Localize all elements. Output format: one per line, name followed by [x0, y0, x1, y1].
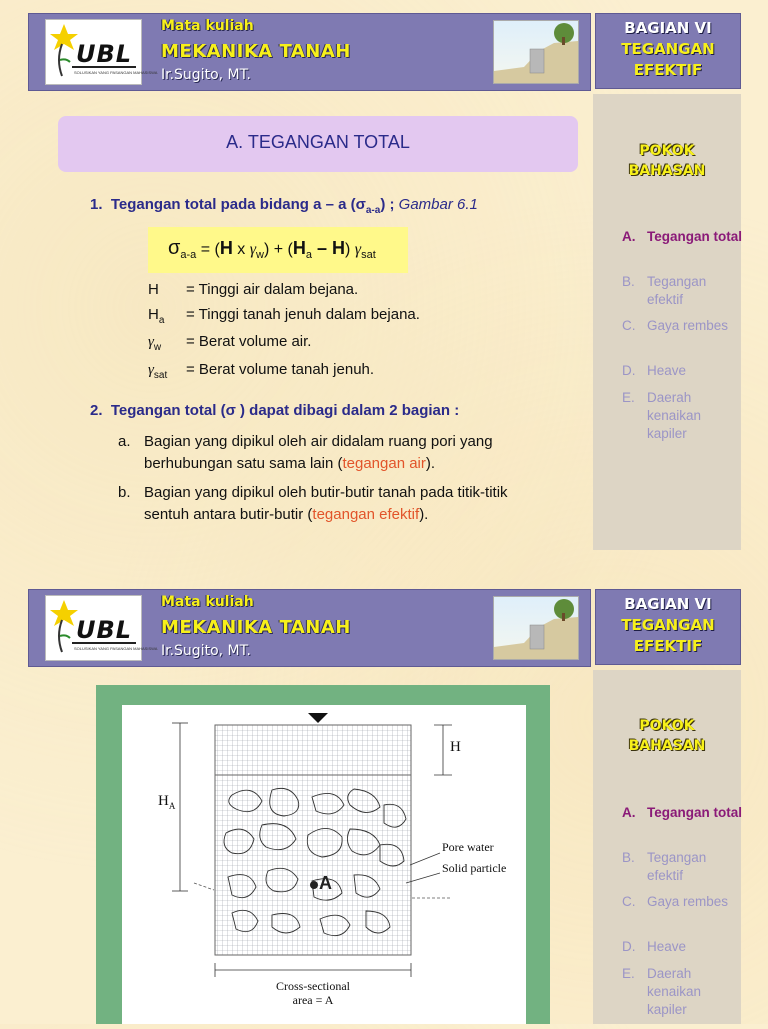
topic-item-gaya-rembes[interactable] — [622, 893, 752, 911]
section-title-box — [58, 116, 578, 172]
topic-letter: B. — [622, 850, 635, 865]
formula-sigma-sub: a-a — [180, 249, 197, 262]
formula-times: x — [232, 241, 250, 258]
topic-item-heave[interactable] — [622, 938, 752, 956]
part-box-1 — [595, 13, 741, 89]
definition-desc: = Berat volume air. — [186, 333, 312, 350]
topic-label: Heave — [647, 939, 687, 954]
definition-row — [148, 306, 420, 326]
point-A-marker — [310, 881, 318, 889]
formula-box — [148, 227, 408, 273]
definition-sub: a — [158, 315, 165, 326]
label-HA — [158, 793, 175, 811]
topic-label: Gaya rembes — [647, 318, 729, 333]
course-name: MEKANIKA TANAH — [161, 41, 351, 62]
sub-point-a-pre: berhubungan satu sama lain ( — [144, 455, 343, 472]
course-name: MEKANIKA TANAH — [161, 617, 351, 638]
sidebar-heading — [593, 141, 741, 181]
topic-label: Daerah kenaikan kapiler — [647, 966, 702, 1017]
topic-item-daerah-kenaikan-kapiler[interactable] — [622, 965, 752, 1019]
topic-letter: C. — [622, 894, 636, 909]
author-name: Ir.Sugito, MT. — [161, 67, 251, 83]
label-H: H — [450, 739, 461, 755]
topic-letter: A. — [622, 805, 636, 820]
formula-gamma-sat: γ — [354, 241, 362, 258]
slide1-header — [28, 13, 591, 91]
label-area-line2: area = A — [292, 993, 334, 1007]
formula-w-sub: w — [256, 249, 264, 262]
topic-item-gaya-rembes[interactable] — [622, 317, 752, 335]
highlight-tegangan-efektif: tegangan efektif — [312, 506, 420, 523]
point-1-subscript: a-a — [365, 205, 381, 216]
part-box-2 — [595, 589, 741, 665]
point-2-number: 2. — [90, 402, 103, 419]
sidebar-1 — [593, 94, 741, 550]
slide2-header — [28, 589, 591, 667]
definition-row — [148, 361, 374, 381]
topic-letter: E. — [622, 390, 635, 405]
sidebar-heading — [593, 716, 741, 756]
part-title-line1: TEGANGAN — [621, 616, 715, 634]
ubl-logo-tagline: SOLUSIKAN YANG PASANGAN MAHASISWA — [74, 70, 158, 75]
sub-point-a-letter: a. — [118, 433, 131, 450]
point-2-text: Tegangan total (σ ) dapat dibagi dalam 2 bagian : — [110, 402, 460, 419]
course-label: Mata kuliah — [161, 594, 254, 610]
formula-a-sub: a — [305, 249, 312, 262]
ubl-logo-tagline: SOLUSIKAN YANG PASANGAN MAHASISWA — [74, 646, 158, 651]
topic-item-heave[interactable] — [622, 362, 752, 380]
topic-label: Tegangan efektif — [647, 850, 707, 883]
formula-H: H — [219, 238, 233, 258]
label-HA-sub: A — [168, 801, 176, 811]
sub-point-a — [118, 431, 558, 475]
slope-illustration — [493, 20, 579, 84]
course-label: Mata kuliah — [161, 18, 254, 34]
label-pore-water: Pore water — [442, 840, 494, 854]
point-1-number: 1. — [90, 196, 103, 213]
formula-sigma: σ — [168, 237, 181, 259]
sub-point-a-line2 — [144, 453, 558, 475]
part-number: BAGIAN VI — [624, 595, 712, 613]
definition-symbol: H — [148, 281, 159, 298]
topic-label: Tegangan total — [647, 229, 743, 244]
topic-item-tegangan-efektif[interactable] — [622, 273, 752, 309]
sub-point-b-letter: b. — [118, 484, 131, 501]
author-name: Ir.Sugito, MT. — [161, 643, 251, 659]
sidebar-heading-line2: BAHASAN — [628, 163, 706, 179]
sub-point-b-post: ). — [419, 506, 429, 523]
highlight-tegangan-air: tegangan air — [342, 455, 426, 472]
sub-point-b-pre: sentuh antara butir-butir ( — [144, 506, 313, 523]
definition-row — [148, 281, 358, 298]
sub-point-a-post: ). — [425, 455, 436, 472]
sub-point-b — [118, 482, 568, 526]
part-title-line2: EFEKTIF — [633, 61, 703, 79]
topic-letter: C. — [622, 318, 636, 333]
point-2 — [90, 402, 459, 419]
landslide-icon — [494, 21, 578, 83]
point-1 — [90, 196, 478, 216]
figure-paper — [122, 705, 526, 1024]
part-number: BAGIAN VI — [624, 19, 712, 37]
ubl-logo — [45, 19, 158, 85]
sidebar-heading-line2: BAHASAN — [628, 738, 706, 754]
label-solid-particle: Solid particle — [442, 861, 507, 875]
label-point-A: A — [319, 873, 332, 893]
landslide-icon — [494, 597, 578, 659]
topic-letter: D. — [622, 363, 636, 378]
formula-H2: H — [332, 238, 345, 258]
sidebar-heading-line1: POKOK — [639, 718, 695, 734]
label-area-line1: Cross-sectional — [276, 979, 350, 993]
formula-sat-sub: sat — [361, 249, 376, 262]
definition-sub: w — [153, 342, 162, 353]
point-1-text: Tegangan total pada bidang a – a (σ — [110, 196, 366, 213]
sidebar-heading-line1: POKOK — [639, 143, 695, 159]
topic-item-tegangan-efektif[interactable] — [622, 849, 752, 885]
formula-eq: = ( — [196, 241, 220, 258]
figure-reference: Gambar 6.1 — [398, 196, 478, 213]
sub-point-a-line1: Bagian yang dipikul oleh air didalam ruang pori yang — [144, 433, 493, 450]
sub-point-b-line2 — [144, 504, 568, 526]
label-HA-main: H — [158, 793, 169, 809]
definition-desc: = Tinggi air dalam bejana. — [186, 281, 359, 298]
water-table-marker — [308, 713, 328, 723]
formula-mid: ) + ( — [263, 241, 293, 258]
section-title: A. TEGANGAN TOTAL — [226, 132, 410, 152]
point-1-close: ) ; — [380, 196, 395, 213]
topic-letter: D. — [622, 939, 636, 954]
definition-row — [148, 333, 311, 353]
topic-item-daerah-kenaikan-kapiler[interactable] — [622, 389, 752, 443]
sub-point-b-line1: Bagian yang dipikul oleh butir-butir tanah pada titik-titik — [144, 484, 508, 501]
topic-label: Tegangan efektif — [647, 274, 707, 307]
topic-label: Daerah kenaikan kapiler — [647, 390, 702, 441]
sidebar-2 — [593, 670, 741, 1024]
part-title-line1: TEGANGAN — [621, 40, 715, 58]
figure-frame — [96, 685, 550, 1024]
definition-symbol: H — [148, 306, 159, 323]
ubl-logo-text: UBL — [76, 40, 133, 68]
part-title-line2: EFEKTIF — [633, 637, 703, 655]
slope-illustration — [493, 596, 579, 660]
formula-Ha: H — [292, 238, 306, 258]
formula-gamma-w: γ — [249, 241, 257, 258]
definition-symbol: γ — [148, 362, 154, 378]
topic-letter: B. — [622, 274, 635, 289]
topic-label: Heave — [647, 363, 687, 378]
formula-close: ) — [345, 241, 355, 258]
topic-letter: E. — [622, 966, 635, 981]
topic-item-tegangan-total[interactable] — [622, 804, 752, 822]
ubl-logo-text: UBL — [76, 616, 133, 644]
ubl-logo — [45, 595, 158, 661]
formula — [168, 237, 376, 261]
definition-desc: = Berat volume tanah jenuh. — [186, 361, 375, 378]
topic-item-tegangan-total[interactable] — [622, 228, 752, 246]
formula-minus: – — [311, 238, 332, 258]
water-layer — [215, 725, 411, 775]
label-cross-section — [252, 979, 374, 1007]
definition-sub: sat — [153, 370, 168, 381]
topic-letter: A. — [622, 229, 636, 244]
definition-symbol: γ — [148, 334, 154, 350]
topic-label: Tegangan total — [647, 805, 743, 820]
topic-label: Gaya rembes — [647, 894, 729, 909]
definition-desc: = Tinggi tanah jenuh dalam bejana. — [186, 306, 420, 323]
